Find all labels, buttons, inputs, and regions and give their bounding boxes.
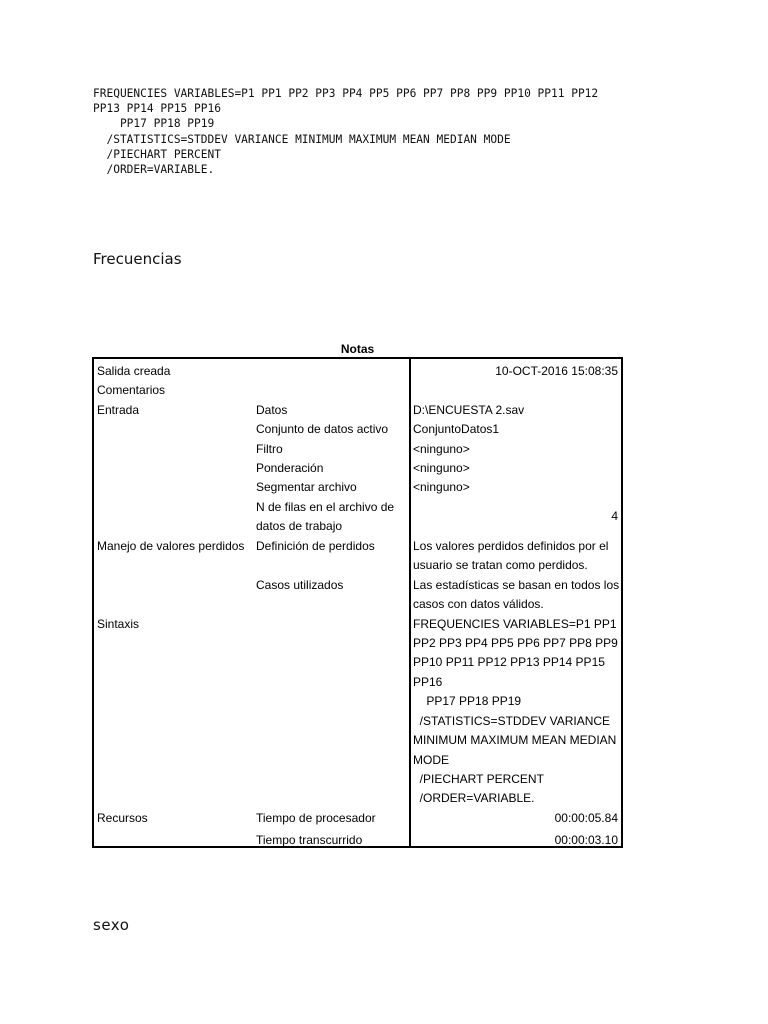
value-conjunto-datos: ConjuntoDatos1: [413, 422, 500, 436]
sintaxis-line: PP10 PP11 PP12 PP13 PP14 PP15: [413, 655, 605, 669]
sub-label-datos: Datos: [256, 403, 288, 417]
sintaxis-line: MINIMUM MAXIMUM MEAN MEDIAN: [413, 733, 617, 747]
value-ponderacion: <ninguno>: [413, 461, 470, 475]
column-divider: [409, 359, 411, 846]
value-datos: D:\ENCUESTA 2.sav: [413, 403, 525, 417]
sub-label-filtro: Filtro: [256, 442, 283, 456]
value-salida-creada: 10-OCT-2016 15:08:35: [495, 364, 618, 378]
value-casos-line2: casos con datos válidos.: [413, 597, 544, 611]
syntax-line: /ORDER=VARIABLE.: [93, 163, 215, 177]
syntax-line: /STATISTICS=STDDEV VARIANCE MINIMUM MAXIMUM MEAN MEDIAN MODE: [93, 132, 511, 146]
sub-label-n-filas-line1: N de filas en el archivo de: [256, 500, 395, 514]
value-definicion-line1: Los valores perdidos definidos por el: [413, 539, 609, 553]
sub-label-tiempo-transcurrido: Tiempo transcurrido: [256, 833, 363, 847]
sub-label-definicion: Definición de perdidos: [256, 539, 375, 553]
row-label-comentarios: Comentarios: [97, 383, 166, 397]
sintaxis-line: PP16: [413, 675, 443, 689]
syntax-line: FREQUENCIES VARIABLES=P1 PP1 PP2 PP3 PP4 PP5 PP6 PP7 PP8 PP9 PP10 PP11 PP12: [93, 87, 599, 100]
sub-label-tiempo-procesador: Tiempo de procesador: [256, 811, 376, 825]
notes-table: [92, 357, 623, 848]
sintaxis-line: PP17 PP18 PP19: [413, 694, 522, 708]
next-section-title: sexo: [93, 916, 130, 934]
row-label-salida-creada: Salida creada: [97, 364, 171, 378]
sintaxis-line: /ORDER=VARIABLE.: [413, 791, 535, 805]
sub-label-ponderacion: Ponderación: [256, 461, 324, 475]
sintaxis-line: MODE: [413, 753, 449, 767]
notes-table-title: Notas: [340, 342, 375, 356]
sub-label-segmentar-archivo: Segmentar archivo: [256, 480, 357, 494]
value-casos-line1: Las estadísticas se basan en todos los: [413, 578, 620, 592]
sintaxis-line: /STATISTICS=STDDEV VARIANCE: [413, 714, 611, 728]
sub-label-conjunto-datos: Conjunto de datos activo: [256, 422, 389, 436]
sub-label-n-filas-line2: datos de trabajo: [256, 519, 343, 533]
sub-label-casos: Casos utilizados: [256, 578, 344, 592]
value-tiempo-transcurrido: 00:00:03.10: [554, 833, 618, 847]
row-label-sintaxis: Sintaxis: [97, 617, 140, 631]
row-label-recursos: Recursos: [97, 811, 148, 825]
value-segmentar-archivo: <ninguno>: [413, 480, 470, 494]
syntax-line: /PIECHART PERCENT: [93, 147, 221, 161]
syntax-block: [93, 86, 598, 177]
row-label-manejo: Manejo de valores perdidos: [97, 539, 245, 553]
row-label-entrada: Entrada: [97, 403, 140, 417]
value-filtro: <ninguno>: [413, 442, 470, 456]
value-tiempo-procesador: 00:00:05.84: [554, 811, 618, 825]
sintaxis-line: PP2 PP3 PP4 PP5 PP6 PP7 PP8 PP9: [413, 636, 618, 650]
sintaxis-line: /PIECHART PERCENT: [413, 772, 544, 786]
value-definicion-line2: usuario se tratan como perdidos.: [413, 558, 588, 572]
section-title: Frecuencias: [93, 250, 182, 268]
sintaxis-line: FREQUENCIES VARIABLES=P1 PP1: [413, 617, 617, 631]
value-n-filas: 4: [611, 509, 618, 523]
syntax-line: PP13 PP14 PP15 PP16: [93, 102, 221, 116]
syntax-line: PP17 PP18 PP19: [93, 117, 215, 131]
